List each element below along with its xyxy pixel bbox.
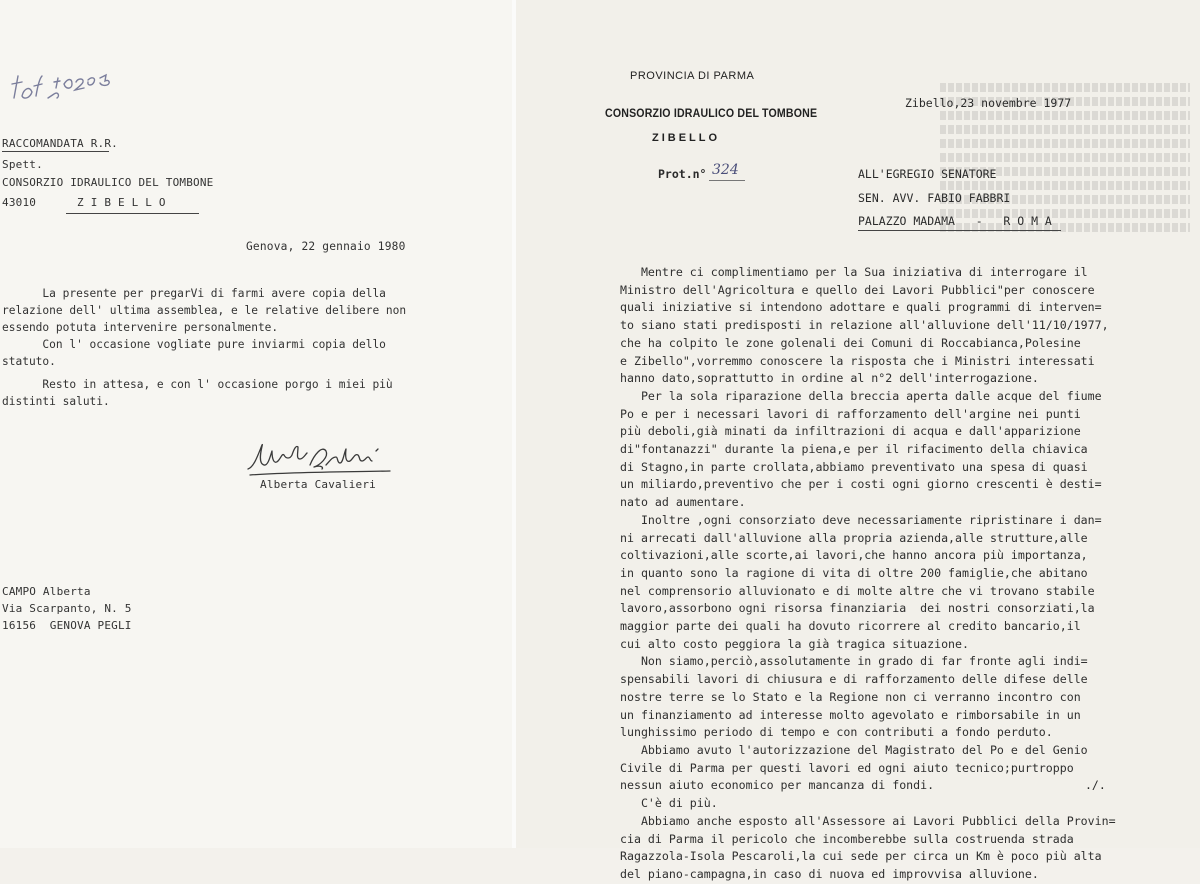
recipient-line-2: CONSORZIO IDRAULICO DEL TOMBONE xyxy=(2,176,214,189)
left-paragraph-1: La presente per pregarVi di farmi avere copia della relazione dell' ultima assemblea, e le relative delibere non essendo potuta intervenire personalmente. xyxy=(2,287,407,334)
letter-left xyxy=(0,0,512,848)
signature-name: Alberta Cavalieri xyxy=(260,478,376,491)
archive-ref-handwritten xyxy=(4,58,134,118)
letterhead-consortium: CONSORZIO IDRAULICO DEL TOMBONE xyxy=(605,108,818,120)
letter-date-right: Zibello,23 novembre 1977 xyxy=(905,96,1072,110)
right-letter-body: Mentre ci complimentiamo per la Sua iniziativa di interrogare il Ministro dell'Agricoltura e quello dei Lavori Pubblici"per conoscere quali iniziative si intendono adottare e quali programmi di interven= to siano stati predisposti in relazione all'alluvione dell'11/10/1977, che ha colpito le zone golenali dei Comuni di Roccabianca,Polesine e Zibello",vorremmo conoscere la risposta che i Ministri interessati hanno dato,soprattutto in ordine al n°2 dell'interrogazione. Per la sola riparazione della breccia aperta dalle acque del fiume Po e per i necessari lavori di rafforzamento dell'argine nei punti più deboli,già minati da infiltrazioni di acqua e dall'apparizione di"fontanazzi" durante la piena,e per il rifacimento della chiavica di Stagno,in parte crollata,abbiamo preventivato una spesa di quasi un miliardo,preventivo che per i costi ogni giorno crescenti è desti= nato ad aumentare. Inoltre ,ogni consorziato deve necessariamente ripristinare i dan= ni arrecati dall'alluvione alla propria azienda,alle strutture,alle coltivazioni,alle scorte,ai lavori,che hanno ancora più importanza, in quanto sono la ragione di vita di oltre 200 famiglie,che abitano nel comprensorio alluvionato e di molte altre che vi trovano stabile lavoro,assorbono ogni risorsa finanziaria dei nostri consorziati,la maggior parte dei quali ha dovuto ricorrere al credito bancario,il cui alto costo peggiora la già tragica situazione. Non siamo,perciò,assolutamente in grado di far fronte agli indi= spensabili lavori di chiusura e di rafforzamento delle difese delle nostre terre se lo Stato e la Regione non ci verranno incontro con un finanziamento ad interesse molto agevolato e rimborsabile in un lunghissimo periodo di tempo e con contributi a fondo perduto. Abbiamo avuto l'autorizzazione del Magistrato del Po e del Genio Civile di Parma per questi lavori ed ogni aiuto tecnico;purtroppo nessun aiuto economico per mancanza di fondi. C'è di più. Abbiamo anche esposto all'Assessore ai Lavori Pubblici della Provin= cia di Parma il pericolo che incomberebbe sulla costruenda strada Ragazzola-Isola Pescaroli,la cui sede per circa un Km è poco più alta del piano-campagna,in caso di nuova ed improvvisa alluvione. xyxy=(620,265,1116,881)
handwritten-signature xyxy=(244,435,394,481)
right-recipient-2: SEN. AVV. FABIO FABBRI xyxy=(858,191,1011,205)
delivery-method: RACCOMANDATA R.R. xyxy=(2,137,118,150)
sender-address-1: CAMPO Alberta xyxy=(2,585,91,598)
delivery-underline xyxy=(2,151,109,152)
left-paragraph-3: Resto in attesa, e con l' occasione porgo i miei più distinti saluti. xyxy=(2,378,393,408)
continuation-mark: ./. xyxy=(1085,778,1106,792)
sender-address-3: 16156 GENOVA PEGLI xyxy=(2,619,132,632)
right-recipient-3: PALAZZO MADAMA - R O M A xyxy=(858,214,1052,228)
right-recipient-underline xyxy=(858,230,1061,231)
right-recipient-1: ALL'EGREGIO SENATORE xyxy=(858,167,997,181)
letterhead-province: PROVINCIA DI PARMA xyxy=(630,70,755,82)
protocol-label: Prot.n° xyxy=(658,167,707,181)
left-paragraph-2: Con l' occasione vogliate pure inviarmi copia dello statuto. xyxy=(2,338,386,368)
protocol-underline xyxy=(709,180,745,181)
protocol-number: 324 xyxy=(712,162,739,178)
sender-address-2: Via Scarpanto, N. 5 xyxy=(2,602,132,615)
letterhead-town: ZIBELLO xyxy=(652,132,721,144)
recipient-line-1: Spett. xyxy=(2,158,43,171)
letter-date: Genova, 22 gennaio 1980 xyxy=(246,240,406,253)
archive-ref-text: lett.n 0395 xyxy=(6,72,13,73)
recipient-line-3: 43010 Z I B E L L O xyxy=(2,196,166,209)
recipient-underline xyxy=(66,213,199,214)
